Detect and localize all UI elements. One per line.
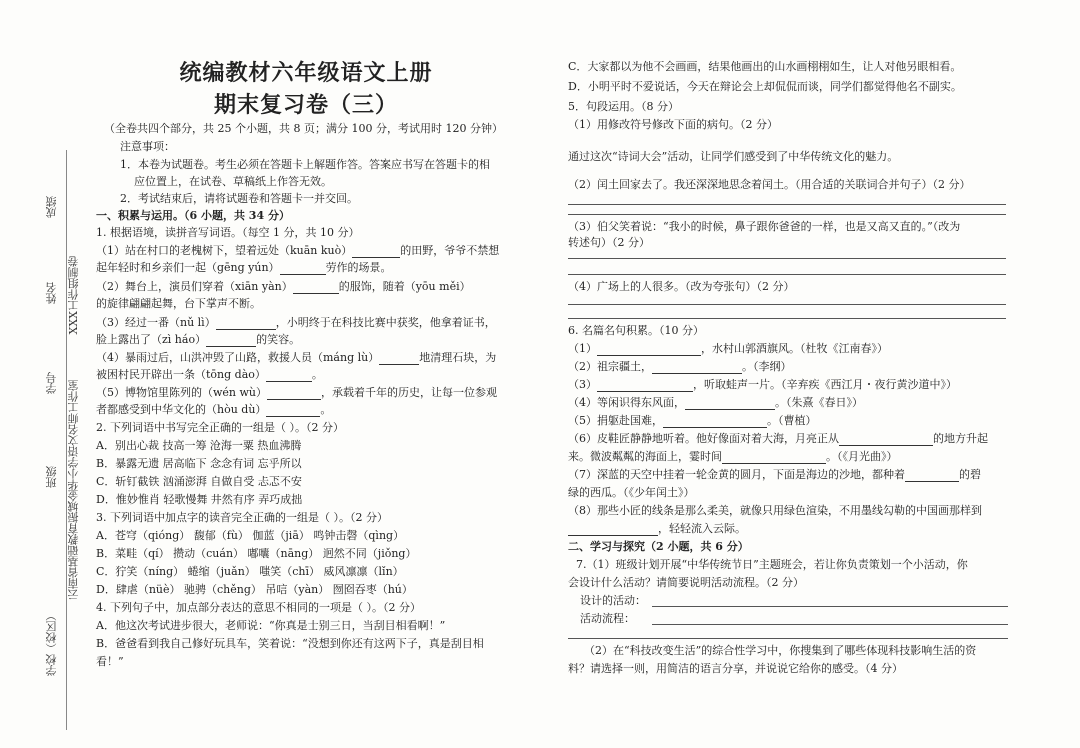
question-5: 5．句段运用。（8 分）	[568, 100, 679, 113]
question-7-cont: 会设计什么活动？请简要说明活动流程。（2 分）	[568, 576, 804, 589]
exam-info: （全卷共四个部分，共 25 个小题，共 8 页；满分 100 分，考试用时 120 分钟）	[104, 122, 503, 135]
exam-subtitle: 期末复习卷（三）	[213, 92, 398, 118]
section-1-heading: 一、积累与运用。（6 小题，共 34 分）	[96, 209, 290, 222]
q4-option-a[interactable]: A．他这次考试进步很大，老师说：“你真是士别三日，当刮目相看啊！”	[96, 619, 446, 632]
q1-1b-blank[interactable]	[280, 274, 326, 275]
q1-item-1a	[96, 244, 499, 258]
q7-sub-2: （2）在“科技改变生活”的综合性学习中，你搜集到了哪些体现科技影响生活的资	[584, 644, 977, 657]
q1-2a-text: （2）舞台上，演员们穿着（xiān yàn）	[96, 280, 293, 293]
q6-item-7a	[568, 468, 981, 482]
question-4: 4. 下列句子中，加点部分表达的意思不相同的一项是（ ）。（2 分）	[96, 601, 421, 614]
q1-item-5b	[96, 403, 331, 417]
q1-1a-text: （1）站在村口的老槐树下，望着远处（kuān kuò）	[96, 244, 353, 257]
q4-option-b[interactable]: B．爸爸看到我自己修好玩具车，笑着说：“没想到你还有这两下子，真是刮目相	[96, 637, 484, 650]
q1-item-2b: 的旋律翩翩起舞，台下掌声不断。	[96, 297, 261, 310]
q6-7a-text: （7）深蓝的天空中挂着一轮金黄的圆月，下面是海边的沙地，都种着	[568, 468, 905, 481]
q6-1-text-end: ，水村山郭酒旗风。（杜牧《江南春》）	[701, 342, 888, 355]
q1-item-5a	[96, 386, 497, 400]
q6-3-blank[interactable]	[597, 391, 693, 392]
margin-team-label: XXX工作组制卷	[67, 256, 80, 335]
question-6: 6. 名篇名句积累。（10 分）	[568, 324, 704, 337]
q2-option-d[interactable]: D．惟妙惟肖 轻歌慢舞 井然有序 弄巧成拙	[96, 493, 303, 506]
q1-item-1b	[96, 261, 392, 275]
q6-item-6b	[568, 450, 898, 464]
margin-score-label: 成绩	[45, 196, 58, 218]
notice-title: 注意事项：	[120, 140, 175, 153]
q5-sub-3: （3）伯父笑着说：“我小的时候，鼻子跟你爸爸的一样，也是又高又直的。”（改为	[568, 220, 961, 233]
q6-item-4	[568, 396, 863, 410]
q6-5-blank[interactable]	[663, 427, 767, 428]
q1-3a-blank[interactable]	[216, 329, 276, 330]
q6-item-2	[568, 360, 792, 374]
q6-4-blank[interactable]	[685, 409, 775, 410]
q1-item-3a	[96, 316, 496, 330]
q6-4-text-end: 。（朱熹《春日》）	[775, 396, 863, 409]
q1-5a-blank[interactable]	[267, 399, 321, 400]
q1-3b-text: 脸上露出了（zì háo）	[96, 333, 207, 346]
q1-5b-blank[interactable]	[266, 416, 320, 417]
q6-3-text: （3）	[568, 378, 597, 391]
q6-2-blank[interactable]	[652, 373, 742, 374]
q6-5-text-end: 。（曹植）	[767, 414, 817, 427]
q6-item-6a	[568, 432, 988, 446]
q7-design-answer-line[interactable]	[652, 606, 1008, 607]
q1-3b-blank[interactable]	[206, 346, 256, 347]
q1-1a-blank[interactable]	[352, 257, 400, 258]
q1-item-4a	[96, 351, 496, 365]
q2-option-b[interactable]: B．暴露无遗 居高临下 念念有词 忘乎所以	[96, 457, 302, 470]
q5-sub-2: （2）闰土回家去了。我还深深地思念着闰土。（用合适的关联词合并句子）（2 分）	[568, 178, 971, 191]
q6-8b-text-end: ，轻轻流入云际。	[658, 522, 746, 535]
q1-2a-text-mid: 的服饰，随着（yōu měi）	[338, 280, 471, 293]
q6-6b-blank[interactable]	[722, 463, 826, 464]
question-7: 7.（1）班级计划开展“中华传统节日”主题班会，若让你负责策划一个小活动，你	[576, 558, 968, 571]
q3-option-a[interactable]: A．苍穹（qióng） 馥郁（fù） 伽蓝（jiā） 鸣钟击磬（qìng）	[96, 529, 405, 542]
q3-option-d[interactable]: D．肆虐（nüè） 驰骋（chěng） 吊唁（yàn） 囫囵吞枣（hú）	[96, 583, 413, 596]
q1-4b-blank[interactable]	[266, 381, 312, 382]
q1-3a-text: （3）经过一番（nǔ lì）	[96, 316, 216, 329]
q6-5-text: （5）捐躯赴国难，	[568, 414, 663, 427]
q7-design-label: 设计的活动：	[580, 594, 646, 607]
q6-8-blank[interactable]	[568, 535, 658, 536]
q1-4a-text: （4）暴雨过后，山洪冲毁了山路，救援人员（máng lù）	[96, 351, 380, 364]
q4-option-c[interactable]: C．大家都以为他不会画画，结果他画出的山水画栩栩如生，让人对他另眼相看。	[568, 60, 962, 73]
q4-option-d[interactable]: D．小明平时不爱说话，今天在辩论会上却侃侃而谈，同学们都觉得他名不副实。	[568, 80, 962, 93]
q2-option-c[interactable]: C．斩钉截铁 汹涌澎湃 自做自受 忐忑不安	[96, 475, 302, 488]
q1-4b-text-end: 。	[311, 368, 323, 381]
margin-student-id-label: 学号	[45, 372, 58, 394]
q6-item-3	[568, 378, 957, 392]
q6-6b-text-end: 。（《月光曲》）	[826, 450, 898, 463]
question-1: 1. 根据语境，读拼音写词语。（每空 1 分，共 10 分）	[96, 226, 360, 239]
q6-item-7b: 绿的西瓜。（《少年闰土》）	[568, 486, 695, 499]
q5-2-answer-line-2[interactable]	[568, 214, 1006, 215]
q4-option-b-cont: 看！”	[96, 655, 124, 668]
q5-3-answer-line-2[interactable]	[568, 274, 1006, 275]
margin-school-label: 学校（校区）	[45, 610, 58, 676]
q5-4-answer-line-2[interactable]	[568, 318, 1006, 319]
q5-sub-4: （4）广场上的人很多。（改为夸张句）（2 分）	[568, 280, 795, 293]
q1-3b-text-end: 的笑容。	[256, 333, 301, 346]
q1-item-2a	[96, 280, 471, 294]
q3-option-c[interactable]: C．狞笑（níng） 蜷缩（juǎn） 嗤笑（chī） 威风凛凛（lǐn）	[96, 565, 404, 578]
margin-name-label: 姓名	[45, 282, 58, 304]
q5-3-answer-line-1[interactable]	[568, 258, 1006, 259]
q6-6a-blank[interactable]	[839, 445, 933, 446]
q6-6a-text: （6）皮鞋匠静静地听着。他好像面对着大海，月亮正从	[568, 432, 839, 445]
notice-2: 2．考试结束后，请将试题卷和答题卡一并交回。	[120, 192, 358, 205]
q1-2a-blank[interactable]	[293, 293, 339, 294]
q6-7a-text-end: 的碧	[959, 468, 981, 481]
q1-5a-text-end: ，承载着千年的历史，让每一位参观	[321, 386, 498, 399]
question-3: 3. 下列词语中加点字的读音完全正确的一组是（ ）。（2 分）	[96, 511, 388, 524]
exam-title: 统编教材六年级语文上册	[179, 60, 433, 86]
q2-option-a[interactable]: A．别出心裁 技高一筹 沧海一粟 热血沸腾	[96, 439, 302, 452]
q6-item-5	[568, 414, 817, 428]
section-2-heading: 二、学习与探究（2 小题，共 6 分）	[568, 540, 749, 553]
q6-6a-text-end: 的地方升起	[933, 432, 988, 445]
q1-1b-text: 起年轻时和乡亲们一起（gēng yún）	[96, 261, 280, 274]
notice-1b: 应位置上，在试卷、草稿纸上作答无效。	[134, 175, 332, 188]
q7-flow-label: 活动流程：	[580, 612, 635, 625]
q5-2-answer-line-1[interactable]	[568, 204, 1006, 205]
question-2: 2. 下列词语中书写完全正确的一组是（ ）。（2 分）	[96, 421, 344, 434]
q6-7a-blank[interactable]	[905, 481, 959, 482]
q5-sub-1-sentence: 通过这次“诗词大会”活动，让同学们感受到了中华传统文化的魅力。	[568, 150, 899, 163]
margin-class-label: 班级	[45, 466, 58, 488]
q7-flow-answer-line-2[interactable]	[568, 638, 1008, 639]
q7-flow-answer-line[interactable]	[652, 624, 1008, 625]
q6-item-8a: （8）那些小匠的线条是那么柔美，就像只用绿色渲染，不用墨线勾勒的中国画那样到	[568, 504, 982, 517]
q6-1-blank[interactable]	[597, 355, 701, 356]
q6-2-text: （2）祖宗疆土，	[568, 360, 652, 373]
q1-1a-text-end: 的田野，爷爷不禁想	[400, 244, 500, 257]
q1-1b-text-end: 劳作的场景。	[325, 261, 392, 274]
q7-sub-2-cont: 料？请选择一则，用简洁的语言分享，并说说它给你的感受。（4 分）	[568, 662, 903, 675]
q3-option-b[interactable]: B．菜畦（qí） 攒动（cuán） 嘟囔（nāng） 迥然不同（jiǒng）	[96, 547, 417, 560]
q1-4a-blank[interactable]	[379, 364, 419, 365]
q1-item-4b	[96, 368, 323, 382]
q5-4-answer-line-1[interactable]	[568, 304, 1006, 305]
q1-4b-text: 被困村民开辟出一条（tōng dào）	[96, 368, 266, 381]
margin-office-label: 云南省基础教育振城金华小学语文名师工作室	[67, 380, 80, 600]
q6-item-8b	[568, 522, 746, 536]
q5-sub-1: （1）用修改符号修改下面的病句。（2 分）	[568, 118, 778, 131]
q5-sub-3-cont: 转述句）（2 分）	[568, 236, 650, 249]
q1-5b-text: 者都感受到中华文化的（hòu dù）	[96, 403, 267, 416]
q6-4-text: （4）等闲识得东风面，	[568, 396, 685, 409]
q1-3a-text-end: ，小明终于在科技比赛中获奖，他拿着证书，	[275, 316, 496, 329]
q1-5a-text: （5）博物馆里陈列的（wén wù）	[96, 386, 268, 399]
q6-3-text-end: ，听取蛙声一片。（辛弃疾《西江月・夜行黄沙道中》）	[693, 378, 957, 391]
q1-4a-text-end: 地清理石块，为	[419, 351, 497, 364]
q6-1-text: （1）	[568, 342, 597, 355]
notice-1a: 1．本卷为试题卷。考生必须在答题卡上解题作答。答案应书写在答题卡的相	[120, 158, 490, 171]
q1-5b-text-end: 。	[320, 403, 332, 416]
q6-item-1	[568, 342, 888, 356]
q1-item-3b	[96, 333, 300, 347]
q6-6b-text: 来。微波粼粼的海面上，霎时间	[568, 450, 722, 463]
q6-2-text-end: 。（李纲）	[742, 360, 792, 373]
